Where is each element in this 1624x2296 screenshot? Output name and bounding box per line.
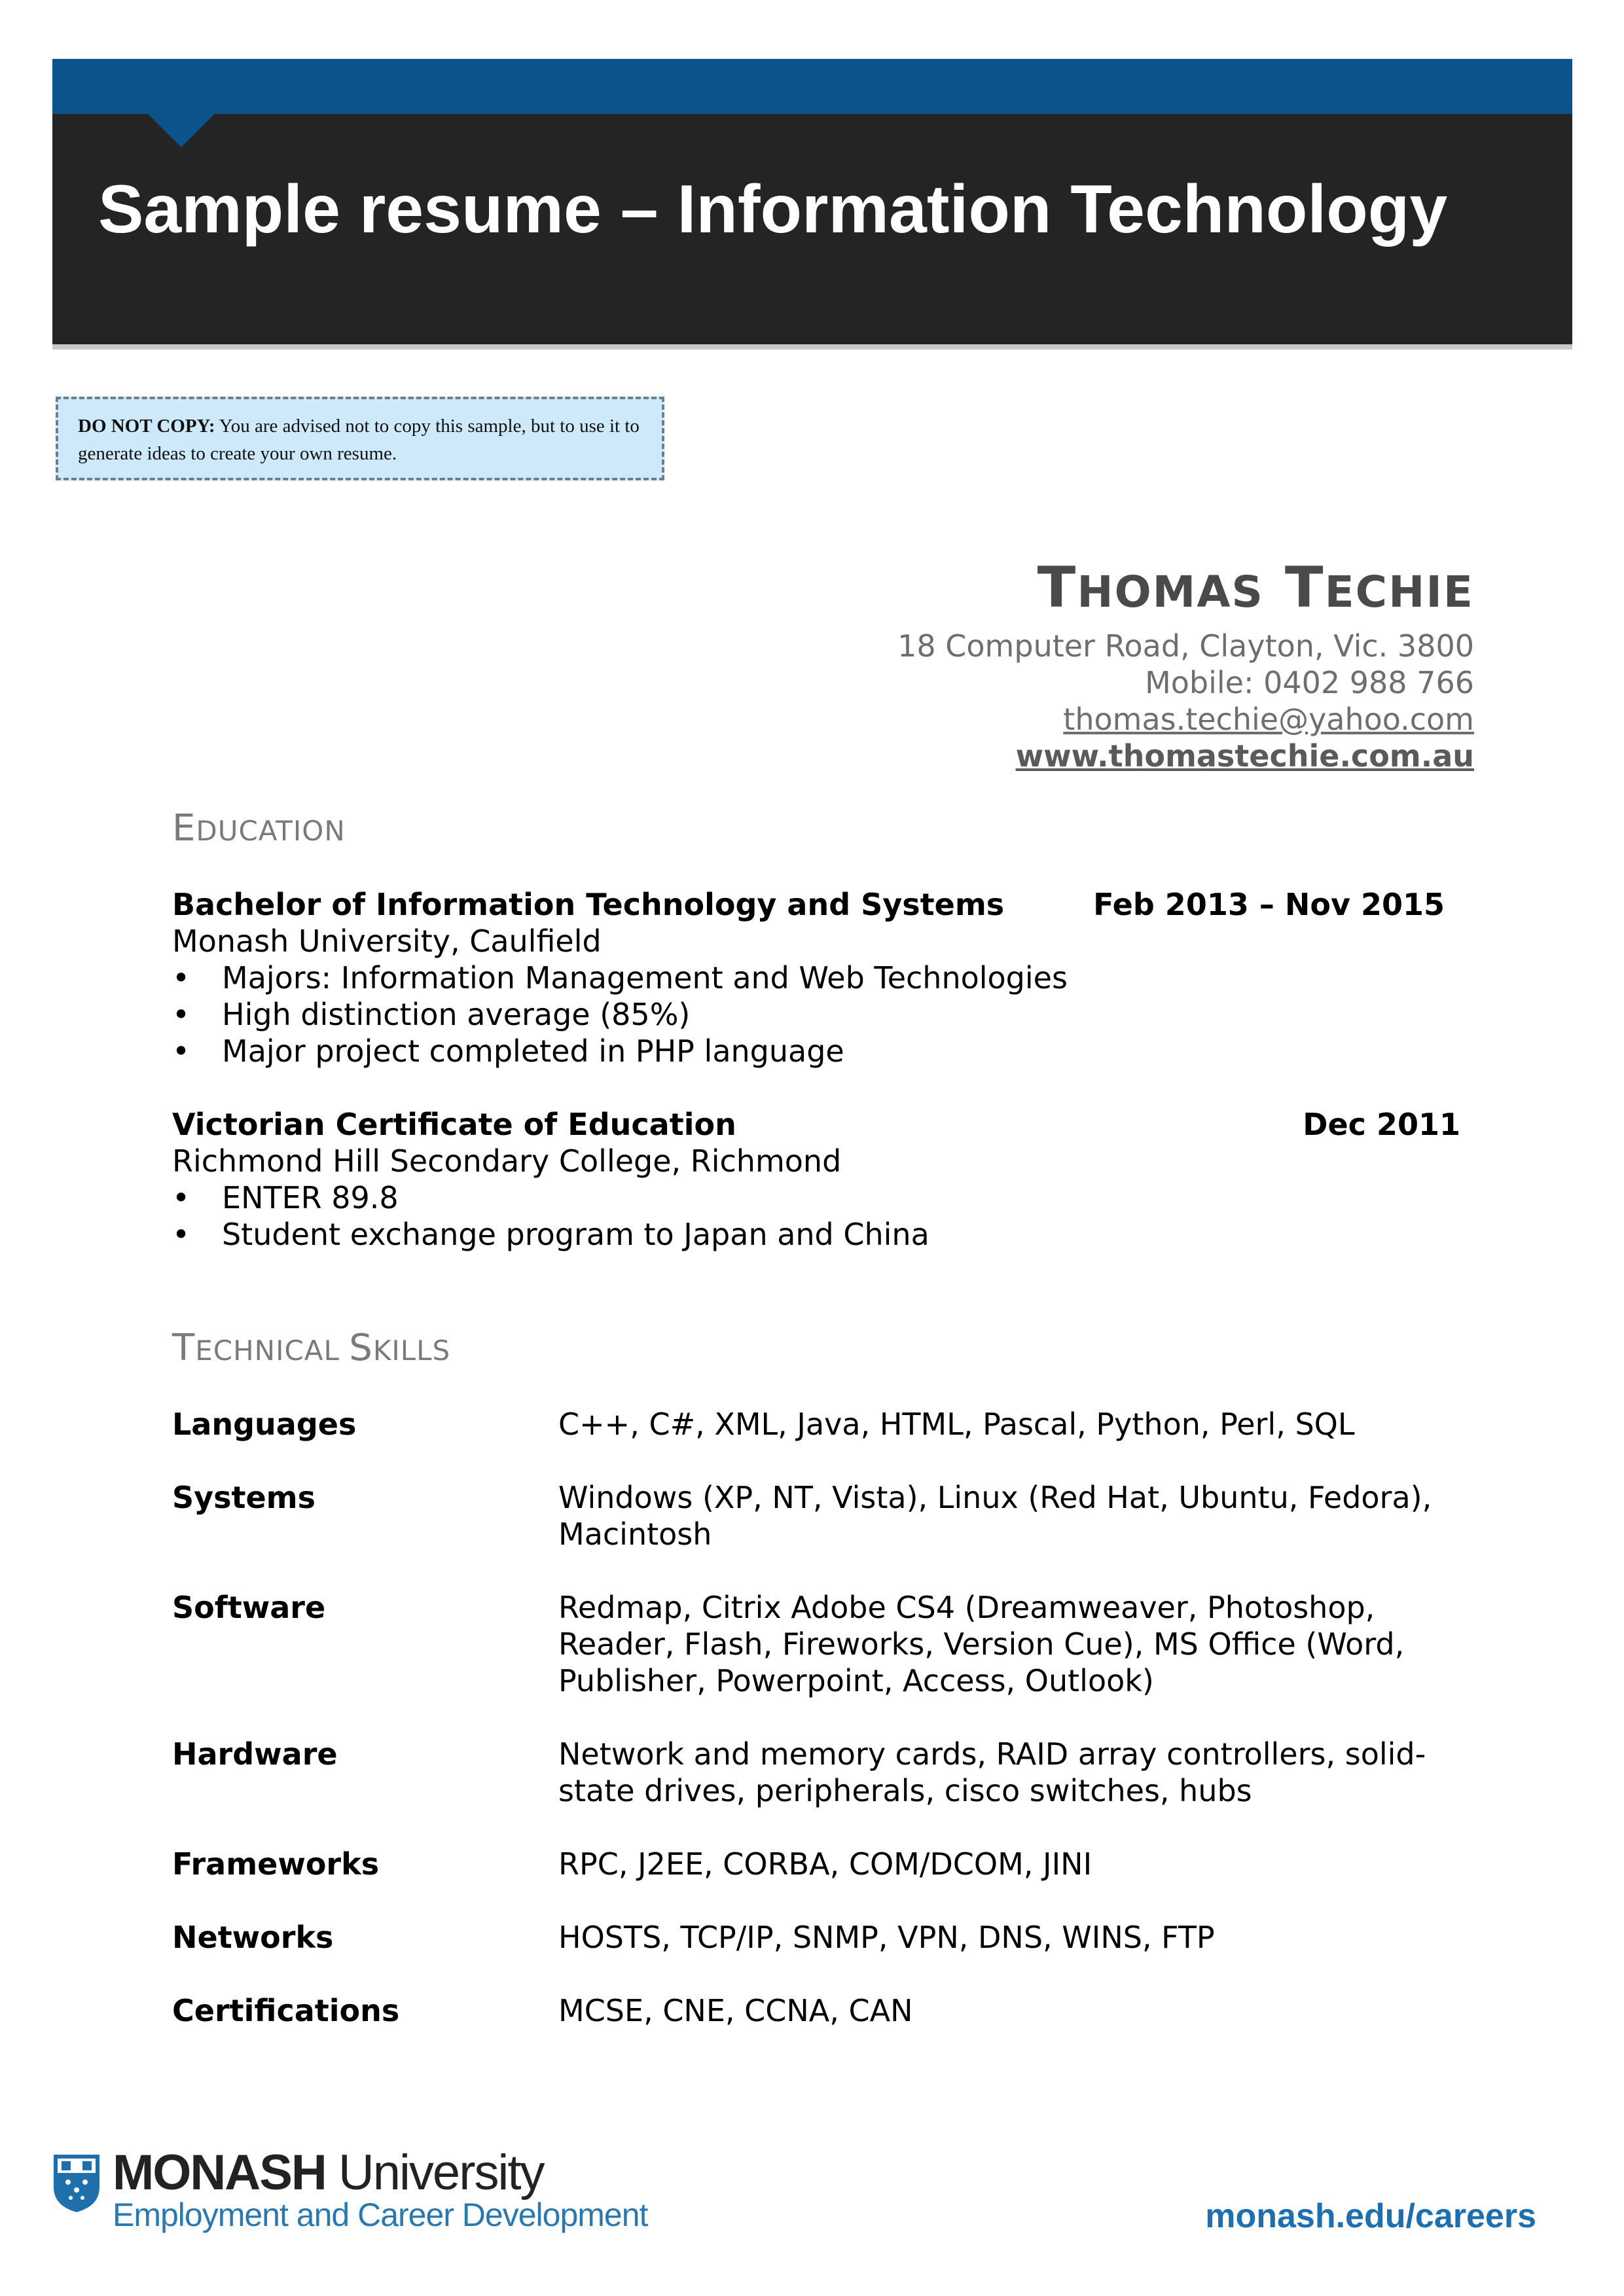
entry-header [172,1106,1462,1143]
notice-text: You are advised not to copy this sample, but to use it to generate ideas to create your own resume. [78,416,640,464]
education-entry [172,886,1462,1069]
heading-initial: T [172,1327,196,1369]
education-heading [172,809,346,851]
table-row [172,1589,1481,1699]
skill-label: Frameworks [172,1846,380,1882]
table-row [172,1992,1481,2029]
heading-initial: E [172,807,196,850]
name-first-initial: T [1037,555,1077,620]
logo-light-text: University [325,2145,544,2200]
entry-date: Dec 2011 [1303,1107,1460,1142]
website-link[interactable]: www.thomastechie.com.au [1015,738,1474,774]
table-row [172,1406,1481,1443]
contact-block [897,555,1474,774]
entry-bullets [172,1179,1462,1253]
skill-label: Certifications [172,1993,400,2028]
skill-value: Network and memory cards, RAID array controllers, solid-state drives, peripherals, cisco switches, hubs [558,1736,1426,1808]
skill-label: Networks [172,1920,334,1955]
name-first-rest: HOMAS [1077,567,1264,617]
skill-value: HOSTS, TCP/IP, SNMP, VPN, DNS, WINS, FTP [558,1920,1215,1955]
table-row [172,1919,1481,1956]
address: 18 Computer Road, Clayton, Vic. 3800 [897,628,1474,664]
notice-label: DO NOT COPY: [78,416,215,437]
skill-value: MCSE, CNE, CCNA, CAN [558,1993,913,2028]
monash-crest-icon [52,2153,101,2214]
degree-title: Bachelor of Information Technology and Systems [172,887,1005,922]
table-row [172,1846,1481,1882]
header-accent-bar [52,59,1572,114]
entry-header [172,886,1462,923]
table-row [172,1479,1481,1552]
mobile: Mobile: 0402 988 766 [1145,665,1474,700]
header-notch [147,113,215,147]
header-shadow [52,344,1572,350]
careers-link[interactable]: monash.edu/careers [1205,2197,1536,2235]
institution: Monash University, Caulfield [172,924,602,959]
heading-initial: S [349,1327,373,1369]
name-last-rest: ECHIE [1324,567,1474,617]
education-entry [172,1106,1462,1253]
skills-table [172,1406,1481,2066]
institution: Richmond Hill Secondary College, Richmond [172,1143,842,1179]
table-row [172,1736,1481,1809]
skill-label: Hardware [172,1736,338,1772]
list-item: • Major project completed in PHP language [172,1033,1462,1069]
technical-skills-heading [172,1329,450,1371]
do-not-copy-notice [56,397,664,480]
heading-rest: ECHNICAL [195,1335,350,1367]
skill-value: Windows (XP, NT, Vista), Linux (Red Hat, Ubuntu, Fedora), Macintosh [558,1480,1432,1552]
list-item: • Student exchange program to Japan and China [172,1216,1462,1253]
heading-rest: KILLS [372,1335,451,1367]
entry-date: Feb 2013 – Nov 2015 [1093,887,1445,922]
monash-logo [113,2147,544,2199]
logo-unit-name: Employment and Career Development [113,2197,648,2233]
skill-value: C++, C#, XML, Java, HTML, Pascal, Python, Perl, SQL [558,1407,1355,1442]
skill-label: Software [172,1590,326,1625]
candidate-name [897,555,1474,625]
email-link[interactable]: thomas.techie@yahoo.com [1063,702,1474,737]
list-item: • ENTER 89.8 [172,1179,1462,1216]
degree-title: Victorian Certificate of Education [172,1107,736,1142]
heading-rest: DUCATION [196,815,346,847]
name-last-initial: T [1284,555,1325,620]
skill-value: RPC, J2EE, CORBA, COM/DCOM, JINI [558,1846,1092,1882]
list-item: • Majors: Information Management and Web Technologies [172,960,1462,996]
skill-label: Languages [172,1407,357,1442]
skill-label: Systems [172,1480,316,1515]
logo-bold-text: MONASH [113,2145,326,2200]
page-title: Sample resume – Information Technology [98,171,1448,247]
entry-bullets [172,960,1462,1069]
skill-value: Redmap, Citrix Adobe CS4 (Dreamweaver, Photoshop, Reader, Flash, Fireworks, Version Cue), MS Office (Word, Publisher, Powerpoint, Access, Outlook) [558,1590,1405,1698]
list-item: • High distinction average (85%) [172,996,1462,1033]
